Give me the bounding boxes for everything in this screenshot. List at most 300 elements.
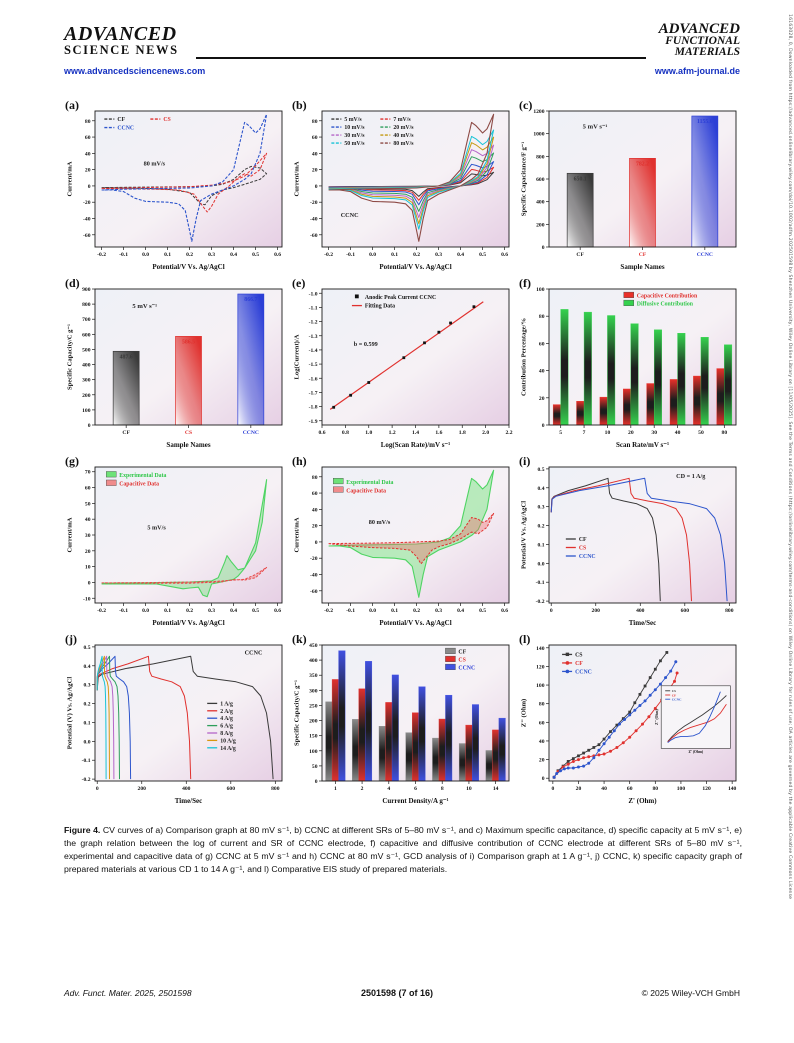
panel-label-d: (d) <box>65 276 80 290</box>
svg-text:0.3: 0.3 <box>208 252 216 258</box>
svg-text:100: 100 <box>676 786 686 792</box>
svg-text:5: 5 <box>559 430 563 436</box>
svg-text:650.1: 650.1 <box>573 176 587 183</box>
svg-text:1.2: 1.2 <box>388 430 396 436</box>
svg-text:-1.4: -1.4 <box>308 347 318 354</box>
header-divider <box>196 57 646 59</box>
chart-h <box>291 454 518 630</box>
figure-panel-l <box>518 632 745 810</box>
figure-panel-f <box>518 276 745 454</box>
svg-text:Diffusive Contribution: Diffusive Contribution <box>636 301 694 308</box>
svg-text:-0.2: -0.2 <box>97 252 107 258</box>
svg-text:CF: CF <box>122 430 130 436</box>
svg-text:-20: -20 <box>310 200 318 207</box>
figure-panel-g <box>64 454 291 632</box>
panel-label-l: (l) <box>519 632 531 646</box>
svg-text:Z'' (Ohm): Z'' (Ohm) <box>520 698 528 728</box>
svg-text:0.1: 0.1 <box>391 252 399 258</box>
svg-text:0.2: 0.2 <box>83 701 91 708</box>
svg-text:450: 450 <box>309 643 318 649</box>
svg-text:-1.3: -1.3 <box>308 333 318 340</box>
svg-text:-0.1: -0.1 <box>346 252 356 258</box>
svg-text:0.2: 0.2 <box>186 608 194 614</box>
svg-text:-1.5: -1.5 <box>308 362 318 369</box>
svg-text:CCNC: CCNC <box>242 430 259 436</box>
svg-text:-0.1: -0.1 <box>119 252 129 258</box>
svg-text:0.5: 0.5 <box>83 644 91 651</box>
svg-text:Current/mA: Current/mA <box>293 517 301 553</box>
chart-f <box>518 276 745 452</box>
svg-text:400: 400 <box>182 786 191 792</box>
svg-text:60: 60 <box>538 720 545 727</box>
svg-text:0.6: 0.6 <box>501 252 509 258</box>
svg-text:40: 40 <box>84 151 91 158</box>
svg-text:8: 8 <box>440 786 444 792</box>
panel-label-a: (a) <box>65 98 79 112</box>
svg-text:CCNC: CCNC <box>244 649 263 657</box>
svg-text:0.3: 0.3 <box>537 504 545 511</box>
svg-text:80: 80 <box>311 474 318 481</box>
svg-text:Scan Rate/mV s⁻¹: Scan Rate/mV s⁻¹ <box>615 441 670 449</box>
svg-text:100: 100 <box>82 407 91 414</box>
svg-text:60: 60 <box>311 491 318 498</box>
svg-text:CS: CS <box>575 652 583 659</box>
svg-text:-0.1: -0.1 <box>346 608 356 614</box>
svg-text:140: 140 <box>727 786 737 792</box>
svg-text:CS: CS <box>671 689 677 694</box>
svg-text:Current/mA: Current/mA <box>293 161 301 197</box>
svg-text:2: 2 <box>360 786 364 792</box>
svg-text:14 A/g: 14 A/g <box>220 745 236 752</box>
svg-text:100: 100 <box>309 748 318 755</box>
svg-text:-20: -20 <box>83 200 91 207</box>
svg-text:-0.1: -0.1 <box>119 608 129 614</box>
chart-c <box>518 98 745 274</box>
svg-text:20: 20 <box>84 167 91 174</box>
svg-text:800: 800 <box>536 154 545 161</box>
svg-text:CF: CF <box>458 649 467 656</box>
svg-text:Time/Sec: Time/Sec <box>628 619 657 627</box>
svg-text:600: 600 <box>680 608 689 614</box>
logo-line-materials: MATERIALS <box>674 46 740 59</box>
svg-text:600: 600 <box>536 177 545 183</box>
chart-b <box>291 98 518 274</box>
svg-text:CCNC: CCNC <box>340 212 359 220</box>
svg-text:0.0: 0.0 <box>369 252 377 258</box>
figure-panel-c <box>518 98 745 276</box>
svg-text:Specific Capacitance/F g⁻¹: Specific Capacitance/F g⁻¹ <box>520 141 528 217</box>
svg-text:8 A/g: 8 A/g <box>220 731 233 737</box>
advancedsciencenews-link[interactable]: www.advancedsciencenews.com <box>64 66 206 76</box>
svg-text:500: 500 <box>82 347 91 354</box>
svg-text:0.3: 0.3 <box>83 682 91 689</box>
svg-text:5 mV/s: 5 mV/s <box>147 524 166 532</box>
svg-text:CCNC: CCNC <box>578 554 596 560</box>
svg-text:1000: 1000 <box>533 131 545 138</box>
svg-text:0.0: 0.0 <box>142 252 150 258</box>
svg-text:0.1: 0.1 <box>391 608 399 614</box>
svg-text:60: 60 <box>538 341 545 348</box>
panel-label-e: (e) <box>292 276 306 290</box>
svg-text:400: 400 <box>536 199 545 206</box>
svg-text:80 mV/s: 80 mV/s <box>368 519 391 527</box>
chart-i <box>518 454 745 630</box>
svg-text:200: 200 <box>536 222 545 229</box>
svg-text:50: 50 <box>698 430 704 436</box>
chart-j <box>64 632 291 808</box>
svg-text:400: 400 <box>636 608 645 614</box>
svg-text:0.0: 0.0 <box>83 739 91 746</box>
svg-text:0.1: 0.1 <box>164 608 172 614</box>
svg-text:100: 100 <box>536 287 545 293</box>
svg-text:10: 10 <box>84 564 91 571</box>
svg-text:-1.9: -1.9 <box>308 418 318 425</box>
svg-text:60: 60 <box>84 485 91 492</box>
logo-line-functional: FUNCTIONAL <box>665 35 740 48</box>
svg-text:CF: CF <box>638 252 647 258</box>
svg-text:80: 80 <box>652 786 659 792</box>
svg-text:Potential/V Vs. Ag/AgCl: Potential/V Vs. Ag/AgCl <box>379 619 452 627</box>
svg-text:120: 120 <box>536 664 545 671</box>
svg-text:1 A/g: 1 A/g <box>220 701 233 708</box>
chart-a <box>64 98 291 274</box>
svg-text:0: 0 <box>541 776 545 783</box>
svg-text:782.2: 782.2 <box>635 161 650 168</box>
svg-text:0.0: 0.0 <box>142 608 150 614</box>
svg-text:20 mV/s: 20 mV/s <box>393 125 414 132</box>
svg-text:40: 40 <box>538 738 545 745</box>
svg-text:80: 80 <box>538 701 545 708</box>
svg-text:CCNC: CCNC <box>671 697 682 702</box>
svg-text:2.2: 2.2 <box>505 430 513 436</box>
svg-text:800: 800 <box>82 302 91 309</box>
svg-text:50: 50 <box>84 501 91 508</box>
svg-text:300: 300 <box>82 377 91 384</box>
svg-text:0.6: 0.6 <box>501 608 509 614</box>
svg-text:0: 0 <box>549 608 553 614</box>
svg-text:0.5: 0.5 <box>537 466 545 473</box>
svg-text:-0.2: -0.2 <box>324 608 334 614</box>
svg-text:80: 80 <box>84 118 91 125</box>
footer-journal-ref: Adv. Funct. Mater. 2025, 2501598 <box>64 988 192 998</box>
svg-text:0.3: 0.3 <box>435 608 443 614</box>
svg-text:0.0: 0.0 <box>369 608 377 614</box>
svg-text:10 A/g: 10 A/g <box>220 738 236 745</box>
svg-text:200: 200 <box>82 392 91 399</box>
svg-text:0: 0 <box>314 779 318 785</box>
svg-text:1200: 1200 <box>533 109 545 115</box>
svg-text:0.6: 0.6 <box>274 252 282 258</box>
svg-text:60: 60 <box>311 135 318 142</box>
footer-page-number: 2501598 (7 of 16) <box>360 988 434 998</box>
svg-text:Specific Capacity/C g⁻¹: Specific Capacity/C g⁻¹ <box>66 324 74 390</box>
svg-text:20: 20 <box>84 548 91 555</box>
svg-text:CF: CF <box>117 117 126 124</box>
svg-text:80 mV/s: 80 mV/s <box>393 141 414 148</box>
svg-text:20: 20 <box>538 395 545 402</box>
svg-text:0: 0 <box>541 423 545 429</box>
svg-text:Fitting Data: Fitting Data <box>364 303 396 310</box>
figure-panel-a <box>64 98 291 276</box>
figure-caption-title: Figure 4. <box>64 825 101 835</box>
svg-text:40: 40 <box>84 517 91 524</box>
svg-text:40: 40 <box>601 786 607 792</box>
svg-text:0.5: 0.5 <box>479 252 487 258</box>
svg-text:200: 200 <box>309 718 318 725</box>
svg-text:800: 800 <box>271 786 280 792</box>
figure-panel-i <box>518 454 745 632</box>
svg-text:900: 900 <box>82 287 91 293</box>
svg-text:CF: CF <box>576 252 584 258</box>
panel-label-j: (j) <box>65 632 77 646</box>
figure-panel-k <box>291 632 518 810</box>
svg-text:-60: -60 <box>83 232 91 239</box>
svg-text:CD = 1 A/g: CD = 1 A/g <box>676 472 706 480</box>
svg-text:1: 1 <box>333 786 337 792</box>
chart-l <box>518 632 745 808</box>
svg-text:10: 10 <box>466 786 472 792</box>
svg-text:1.4: 1.4 <box>412 430 419 436</box>
svg-text:0: 0 <box>541 245 545 251</box>
svg-text:0: 0 <box>87 580 91 587</box>
svg-text:20: 20 <box>311 167 318 174</box>
svg-text:0.5: 0.5 <box>252 252 260 258</box>
svg-text:0.4: 0.4 <box>230 608 238 614</box>
svg-text:-40: -40 <box>310 216 318 223</box>
svg-text:Potential/V Vs. Ag/AgCl: Potential/V Vs. Ag/AgCl <box>520 500 528 570</box>
svg-text:40: 40 <box>311 151 318 158</box>
svg-text:Capacitive Contribution: Capacitive Contribution <box>636 293 698 300</box>
svg-text:Current/mA: Current/mA <box>66 517 74 553</box>
svg-text:0.8: 0.8 <box>341 430 349 436</box>
panel-label-k: (k) <box>292 632 307 646</box>
svg-text:5 mV s⁻¹: 5 mV s⁻¹ <box>582 123 608 131</box>
svg-text:300: 300 <box>309 688 318 695</box>
svg-text:CS: CS <box>458 657 466 664</box>
figure-panel-j <box>64 632 291 810</box>
panel-label-g: (g) <box>65 454 79 468</box>
figure-panel-e <box>291 276 518 454</box>
svg-text:0.1: 0.1 <box>83 720 91 727</box>
panel-label-i: (i) <box>519 454 531 468</box>
footer-copyright: © 2025 Wiley-VCH GmbH <box>641 988 740 998</box>
svg-text:-0.2: -0.2 <box>81 777 91 784</box>
svg-text:-40: -40 <box>310 572 318 579</box>
svg-text:0.4: 0.4 <box>457 252 465 258</box>
advanced-science-news-logo <box>64 24 179 58</box>
svg-text:586.5: 586.5 <box>181 339 196 346</box>
svg-text:Z' (Ohm): Z' (Ohm) <box>628 797 657 805</box>
svg-text:50 mV/s: 50 mV/s <box>344 141 365 148</box>
svg-text:Current/mA: Current/mA <box>66 161 74 197</box>
svg-text:120: 120 <box>702 786 711 792</box>
svg-text:14: 14 <box>492 786 499 792</box>
svg-text:Z'' (Ohm): Z'' (Ohm) <box>655 709 660 725</box>
svg-text:10: 10 <box>604 430 611 436</box>
svg-text:50: 50 <box>311 763 318 770</box>
svg-text:20: 20 <box>575 786 582 792</box>
svg-text:4: 4 <box>387 786 391 792</box>
chart-e <box>291 276 518 452</box>
svg-text:200: 200 <box>137 786 146 792</box>
svg-text:40: 40 <box>674 430 681 436</box>
panel-label-f: (f) <box>519 276 531 290</box>
figure-4 <box>64 98 745 810</box>
svg-text:1155.6: 1155.6 <box>697 119 713 126</box>
svg-text:7 mV/s: 7 mV/s <box>393 117 411 124</box>
svg-text:0.4: 0.4 <box>230 252 238 258</box>
logo-line-science-news: SCIENCE NEWS <box>64 43 179 57</box>
figure-panel-b <box>291 98 518 276</box>
figure-caption <box>64 824 742 876</box>
svg-text:Experimental Data: Experimental Data <box>119 473 167 480</box>
svg-text:800: 800 <box>725 608 734 614</box>
panel-label-c: (c) <box>519 98 533 112</box>
svg-text:1.8: 1.8 <box>458 430 466 436</box>
svg-text:b = 0.599: b = 0.599 <box>353 341 378 349</box>
chart-d <box>64 276 291 452</box>
svg-text:4 A/g: 4 A/g <box>220 716 233 723</box>
svg-text:CCNC: CCNC <box>696 252 713 258</box>
logo-line-advanced: ADVANCED <box>64 23 177 45</box>
svg-text:40 mV/s: 40 mV/s <box>393 133 414 140</box>
svg-text:600: 600 <box>226 786 235 792</box>
chart-g <box>64 454 291 630</box>
svg-text:30: 30 <box>84 533 91 539</box>
svg-text:Experimental Data: Experimental Data <box>346 479 394 486</box>
svg-text:-0.2: -0.2 <box>97 608 107 614</box>
svg-text:CCNC: CCNC <box>458 665 476 672</box>
svg-text:Sample Names: Sample Names <box>620 263 665 271</box>
svg-text:CF: CF <box>578 537 587 543</box>
svg-text:-60: -60 <box>310 232 318 239</box>
download-license-sidebar-text: 16163028, 0, Downloaded from https://advanced.onlinelibrary.wiley.com/doi/10.1002/adfm.202501598 by Shenzhen University, Wiley Online Library on [11/05/2025]. See the Terms and Conditions (https://onlinelibrary.wiley.com/terms-and-conditions) on Wiley Online Library for rules of use; OA articles are governed by the applicable Creative Commons License <box>787 14 792 900</box>
svg-text:0.5: 0.5 <box>479 608 487 614</box>
svg-text:400: 400 <box>82 362 91 369</box>
figure-caption-body: CV curves of a) Comparison graph at 80 mV s⁻¹, b) CCNC at different SRs of 5–80 mV s⁻¹, and c) Maximum specific capacitance, d) specific capacity at 5 mV s⁻¹, e) the graph relation between the log of current and SR of CCNC electrode, f) capacitive and diffusive contribution of CCNC electrode at different SRs of 5–80 mV s⁻¹, experimental and capacitive data of g) CCNC at 5 mV s⁻¹ and h) CCNC at 80 mV s⁻¹, GCD analysis of i) Comparison graph at 1 A g⁻¹, j) CCNC, k) specific capacity graph of prepared materials at various CD 1 to 14 A g⁻¹, and l) Comparative EIS study of prepared materials. <box>64 825 742 875</box>
svg-text:0: 0 <box>87 183 91 190</box>
svg-text:-20: -20 <box>310 556 318 563</box>
svg-text:6: 6 <box>414 786 417 792</box>
svg-text:0.1: 0.1 <box>537 542 545 549</box>
svg-text:0: 0 <box>314 539 318 546</box>
svg-text:0.2: 0.2 <box>413 252 421 258</box>
svg-text:5 mV s⁻¹: 5 mV s⁻¹ <box>132 303 158 311</box>
svg-text:Log(Current)/A: Log(Current)/A <box>293 334 301 380</box>
svg-text:700: 700 <box>82 317 91 324</box>
afm-logo <box>659 22 740 58</box>
svg-text:350: 350 <box>309 673 318 680</box>
svg-text:Current Density/A g⁻¹: Current Density/A g⁻¹ <box>382 797 449 805</box>
svg-text:2 A/g: 2 A/g <box>220 708 233 715</box>
afm-journal-link[interactable]: www.afm-journal.de <box>654 66 740 76</box>
svg-text:-1.6: -1.6 <box>308 376 318 383</box>
svg-text:2.0: 2.0 <box>482 430 490 436</box>
svg-text:-0.1: -0.1 <box>535 580 545 587</box>
svg-text:Potential/V Vs. Ag/AgCl: Potential/V Vs. Ag/AgCl <box>379 263 452 271</box>
svg-text:0.0: 0.0 <box>537 561 545 568</box>
svg-text:60: 60 <box>84 135 91 142</box>
svg-text:1.6: 1.6 <box>435 430 443 436</box>
svg-text:Capacitive Data: Capacitive Data <box>346 488 387 495</box>
svg-text:Z' (Ohm): Z' (Ohm) <box>688 749 704 754</box>
svg-text:-10: -10 <box>83 596 91 603</box>
svg-text:Potential/V Vs. Ag/AgCl: Potential/V Vs. Ag/AgCl <box>152 619 225 627</box>
svg-text:200: 200 <box>591 608 600 614</box>
svg-text:20: 20 <box>628 430 634 436</box>
svg-text:20: 20 <box>311 523 318 530</box>
svg-text:-1.7: -1.7 <box>308 390 318 397</box>
svg-text:0.6: 0.6 <box>274 608 282 614</box>
svg-text:-0.2: -0.2 <box>324 252 334 258</box>
svg-text:40: 40 <box>538 368 545 375</box>
svg-text:100: 100 <box>536 683 545 690</box>
svg-text:Time/Sec: Time/Sec <box>174 797 203 805</box>
svg-text:CS: CS <box>184 430 193 436</box>
svg-text:80: 80 <box>311 118 318 125</box>
svg-text:80: 80 <box>721 430 728 436</box>
svg-text:0.6: 0.6 <box>318 430 326 436</box>
svg-text:-0.2: -0.2 <box>535 599 545 606</box>
svg-text:30: 30 <box>651 430 657 436</box>
svg-text:Anodic Peak Current CCNC: Anodic Peak Current CCNC <box>364 295 437 302</box>
svg-text:0: 0 <box>551 786 555 792</box>
svg-text:0.5: 0.5 <box>252 608 260 614</box>
svg-text:0: 0 <box>95 786 99 792</box>
svg-text:60: 60 <box>626 786 633 792</box>
svg-text:487.6: 487.6 <box>119 354 133 361</box>
svg-text:250: 250 <box>309 703 318 710</box>
svg-text:CS: CS <box>578 545 587 552</box>
svg-text:-1.1: -1.1 <box>308 305 318 312</box>
figure-panel-d <box>64 276 291 454</box>
svg-text:866.7: 866.7 <box>244 297 258 304</box>
svg-text:80 mV/s: 80 mV/s <box>143 160 166 168</box>
svg-text:0.4: 0.4 <box>537 485 545 492</box>
svg-text:20: 20 <box>538 757 545 764</box>
svg-text:CF: CF <box>671 693 677 698</box>
svg-text:10 mV/s: 10 mV/s <box>344 125 365 132</box>
panel-label-b: (b) <box>292 98 307 112</box>
svg-text:150: 150 <box>309 733 318 740</box>
svg-text:-1.8: -1.8 <box>308 404 318 411</box>
svg-text:0: 0 <box>314 183 318 190</box>
svg-text:CCNC: CCNC <box>575 669 592 676</box>
svg-text:-40: -40 <box>83 216 91 223</box>
svg-text:0.2: 0.2 <box>186 252 194 258</box>
svg-text:1.0: 1.0 <box>365 430 373 436</box>
svg-text:0: 0 <box>87 423 91 429</box>
svg-text:-1.0: -1.0 <box>308 291 318 298</box>
svg-text:5 mV/s: 5 mV/s <box>344 117 362 124</box>
svg-text:80: 80 <box>538 314 545 321</box>
svg-text:0.2: 0.2 <box>537 523 545 530</box>
chart-k <box>291 632 518 808</box>
svg-text:Log(Scan Rate)/mV s⁻¹: Log(Scan Rate)/mV s⁻¹ <box>380 441 451 449</box>
svg-text:140: 140 <box>536 645 545 652</box>
svg-text:30 mV/s: 30 mV/s <box>344 133 365 140</box>
svg-text:600: 600 <box>82 332 91 339</box>
svg-text:7: 7 <box>582 430 586 436</box>
svg-text:0.3: 0.3 <box>435 252 443 258</box>
svg-text:Capacitive Data: Capacitive Data <box>119 481 160 488</box>
svg-text:0.2: 0.2 <box>413 608 421 614</box>
svg-text:70: 70 <box>84 469 91 476</box>
svg-text:40: 40 <box>311 507 318 514</box>
logo-line-advanced-right: ADVANCED <box>658 21 740 37</box>
svg-text:0.3: 0.3 <box>208 608 216 614</box>
panel-label-h: (h) <box>292 454 307 468</box>
